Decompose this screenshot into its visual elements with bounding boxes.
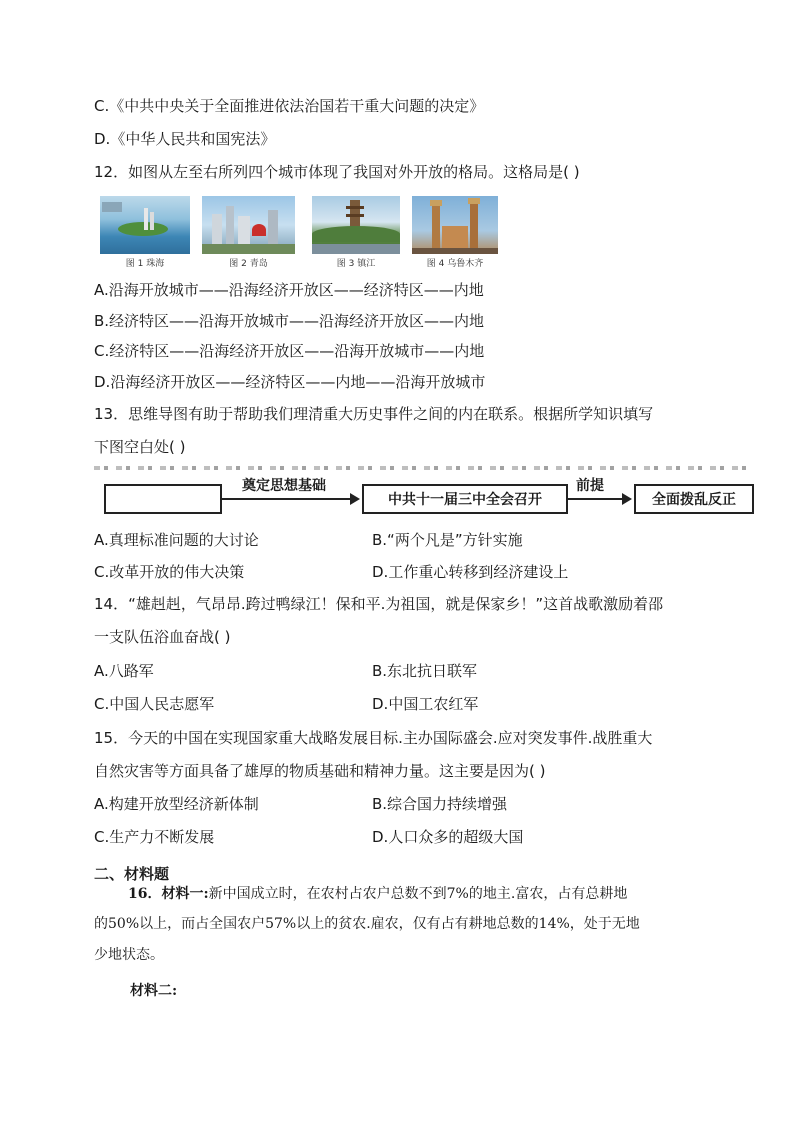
caption-qingdao: 图 2 青岛 xyxy=(229,259,268,269)
zhenjiang-photo xyxy=(312,196,400,269)
material-one-text1: 新中国成立时，在农村占农户总数不到7%的地主.富农，占有总耕地 xyxy=(208,886,628,902)
mind-map-diagram xyxy=(94,466,754,526)
q14-option-a: A.八路军 xyxy=(94,662,154,680)
q14-stem-line1: 14．“雄赳赳，气昂昂.跨过鸭绿江！保和平.为祖国，就是保家乡！”这首战歌激励着邵 xyxy=(94,595,664,613)
blank-box xyxy=(104,484,222,514)
material-one-label: 材料一: xyxy=(161,886,209,902)
q16-number: 16． xyxy=(128,886,162,902)
q15-option-c: C.生产力不断发展 xyxy=(94,828,215,846)
caption-urumqi: 图 4 乌鲁木齐 xyxy=(426,259,484,269)
q12-image-strip xyxy=(100,196,500,268)
q15-option-a: A.构建开放型经济新体制 xyxy=(94,795,259,813)
q13-option-c: C.改革开放的伟大决策 xyxy=(94,563,245,581)
zhuhai-photo xyxy=(100,196,190,269)
q11-option-d: D.《中华人民共和国宪法》 xyxy=(94,130,276,148)
q13-option-d: D.工作重心转移到经济建设上 xyxy=(372,563,569,581)
q12-stem: 12．如图从左至右所列四个城市体现了我国对外开放的格局。这格局是( ) xyxy=(94,163,580,181)
material-one-line3: 少地状态。 xyxy=(94,947,164,963)
q13-stem-line2: 下图空白处( ) xyxy=(94,438,186,456)
material-one-line1 xyxy=(128,884,627,904)
scan-artifact xyxy=(94,466,754,470)
arrow-1 xyxy=(222,498,352,500)
plenum-box: 中共十一届三中全会召开 xyxy=(362,484,568,514)
rectification-box: 全面拨乱反正 xyxy=(634,484,754,514)
section-title: 二、材料题 xyxy=(94,865,170,883)
q11-option-c: C.《中共中央关于全面推进依法治国若干重大问题的决定》 xyxy=(94,97,485,115)
q14-option-d: D.中国工农红军 xyxy=(372,695,479,713)
q13-stem-line1: 13．思维导图有助于帮助我们理清重大历史事件之间的内在联系。根据所学知识填写 xyxy=(94,405,654,423)
q14-stem-line2: 一支队伍浴血奋战( ) xyxy=(94,628,231,646)
q14-option-c: C.中国人民志愿军 xyxy=(94,695,215,713)
q15-option-d: D.人口众多的超级大国 xyxy=(372,828,524,846)
arrow-head-2 xyxy=(622,493,632,505)
arrow-2 xyxy=(568,498,624,500)
flow-label-foundation: 奠定思想基础 xyxy=(242,478,326,494)
q15-stem-line2: 自然灾害等方面具备了雄厚的物质基础和精神力量。这主要是因为( ) xyxy=(94,762,546,780)
q12-option-c: C.经济特区——沿海经济开放区——沿海开放城市——内地 xyxy=(94,342,485,360)
caption-zhuhai: 图 1 珠海 xyxy=(125,259,165,269)
material-two-label: 材料二: xyxy=(130,983,178,999)
q13-option-a: A.真理标准问题的大讨论 xyxy=(94,531,259,549)
q12-option-a: A.沿海开放城市——沿海经济开放区——经济特区——内地 xyxy=(94,281,484,299)
q15-option-b: B.综合国力持续增强 xyxy=(372,795,508,813)
arrow-head-1 xyxy=(350,493,360,505)
caption-zhenjiang: 图 3 镇江 xyxy=(336,259,376,269)
qingdao-photo xyxy=(202,196,295,269)
material-one-line2: 的50%以上，而占全国农户57%以上的贫农.雇农，仅有占有耕地总数的14%，处于无地 xyxy=(94,916,640,932)
q14-option-b: B.东北抗日联军 xyxy=(372,662,478,680)
flow-label-premise: 前提 xyxy=(576,478,604,494)
q15-stem-line1: 15．今天的中国在实现国家重大战略发展目标.主办国际盛会.应对突发事件.战胜重大 xyxy=(94,729,653,747)
urumqi-photo xyxy=(412,196,498,269)
q13-option-b: B.“两个凡是”方针实施 xyxy=(372,531,523,549)
q12-option-d: D.沿海经济开放区——经济特区——内地——沿海开放城市 xyxy=(94,373,486,391)
q12-option-b: B.经济特区——沿海开放城市——沿海经济开放区——内地 xyxy=(94,312,485,330)
